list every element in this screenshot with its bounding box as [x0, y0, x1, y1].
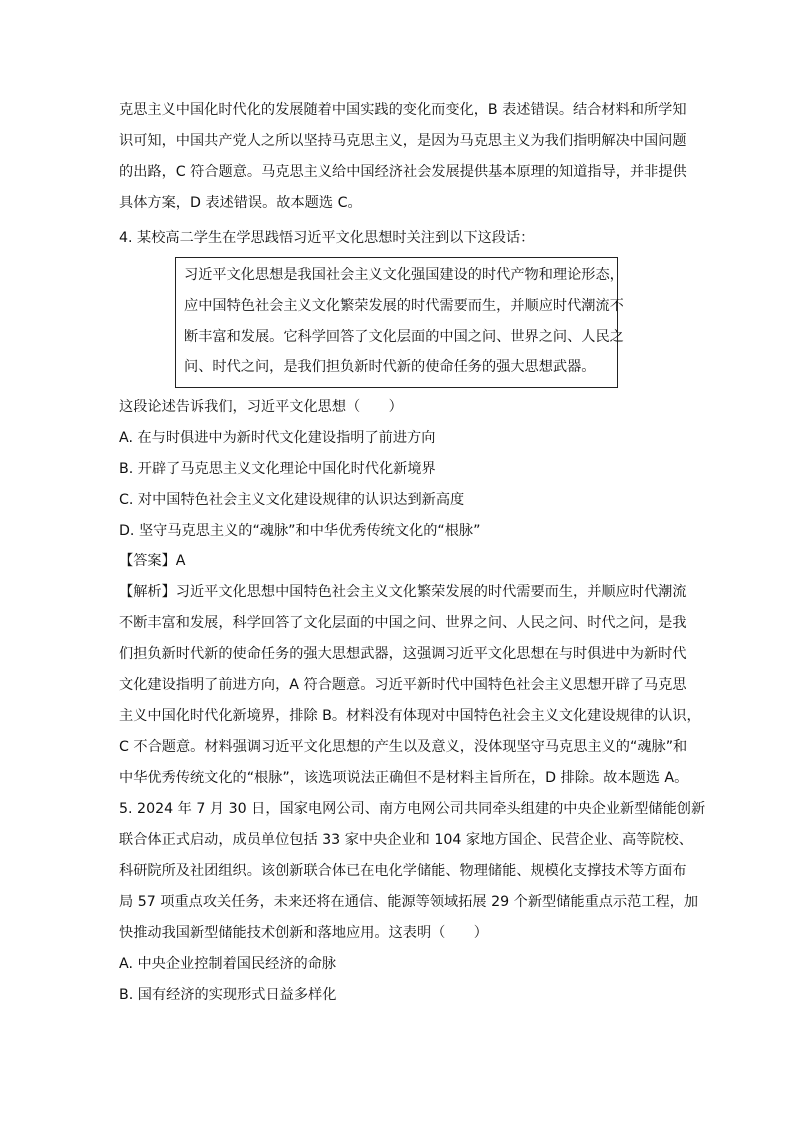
option-b: B. 开辟了马克思主义文化理论中国化时代化新境界 [119, 461, 436, 477]
option-b: B. 国有经济的实现形式日益多样化 [119, 987, 337, 1003]
question-4-prompt: 这段论述告诉我们，习近平文化思想（ ） [119, 399, 403, 415]
analysis-line: 们担负新时代新的使命任务的强大思想武器，这强调习近平文化思想在与时俱进中为新时代 [119, 646, 687, 662]
prev-explanation-line: 具体方案，D 表述错误。故本题选 C。 [119, 195, 362, 211]
analysis-line: 中华优秀传统文化的“根脉”，该选项说法正确但不是材料主旨所在，D 排除。故本题选 A。 [119, 770, 689, 786]
answer: 【答案】A [119, 553, 186, 569]
question-5-stem-line: 快推动我国新型储能技术创新和落地应用。这表明（ ） [119, 925, 488, 941]
question-5-stem-line: 联合体正式启动，成员单位包括 33 家中央企业和 104 家地方国企、民营企业、高等院校、 [119, 832, 693, 848]
quote-line: 断丰富和发展。它科学回答了文化层面的中国之问、世界之问、人民之 [184, 329, 624, 345]
option-a: A. 中央企业控制着国民经济的命脉 [119, 956, 337, 972]
analysis-line: 主义中国化时代化新境界，排除 B。材料没有体现对中国特色社会主义文化建设规律的认识， [119, 708, 701, 724]
question-5-stem-line: 5. 2024 年 7 月 30 日，国家电网公司、南方电网公司共同牵头组建的中央企业新型储能创新 [119, 801, 706, 817]
analysis-line: C 不合题意。材料强调习近平文化思想的产生以及意义，没体现坚守马克思主义的“魂脉”和 [119, 739, 688, 755]
question-4-stem: 4. 某校高二学生在学思践悟习近平文化思想时关注到以下这段话： [119, 230, 535, 246]
option-d: D. 坚守马克思主义的“魂脉”和中华优秀传统文化的“根脉” [119, 523, 481, 539]
question-5-stem-line: 科研院所及社团组织。该创新联合体已在电化学储能、物理储能、规模化支撑技术等方面布 [119, 863, 687, 879]
quote-line: 应中国特色社会主义文化繁荣发展的时代需要而生，并顺应时代潮流不 [184, 298, 624, 314]
quote-line: 习近平文化思想是我国社会主义文化强国建设的时代产物和理论形态， [184, 267, 624, 283]
analysis-line: 文化建设指明了前进方向，A 符合题意。习近平新时代中国特色社会主义思想开辟了马克思 [119, 677, 687, 693]
prev-explanation-line: 克思主义中国化时代化的发展随着中国实践的变化而变化，B 表述错误。结合材料和所学知 [119, 102, 687, 118]
quote-box [175, 257, 624, 388]
question-5-stem-line: 局 57 项重点攻关任务，未来还将在通信、能源等领域拓展 29 个新型储能重点示范工程，加 [119, 894, 699, 910]
analysis-line: 【解析】习近平文化思想中国特色社会主义文化繁荣发展的时代需要而生，并顺应时代潮流 [119, 584, 687, 600]
quote-line: 问、时代之问，是我们担负新时代新的使命任务的强大思想武器。 [184, 359, 596, 375]
prev-explanation-line: 的出路，C 符合题意。马克思主义给中国经济社会发展提供基本原理的知道指导，并非提供 [119, 164, 687, 180]
analysis-line: 不断丰富和发展，科学回答了文化层面的中国之问、世界之问、人民之问、时代之问，是我 [119, 615, 687, 631]
option-a: A. 在与时俱进中为新时代文化建设指明了前进方向 [119, 430, 436, 446]
prev-explanation-line: 识可知，中国共产党人之所以坚持马克思主义，是因为马克思主义为我们指明解决中国问题 [119, 133, 687, 149]
option-c: C. 对中国特色社会主义文化建设规律的认识达到新高度 [119, 492, 465, 508]
